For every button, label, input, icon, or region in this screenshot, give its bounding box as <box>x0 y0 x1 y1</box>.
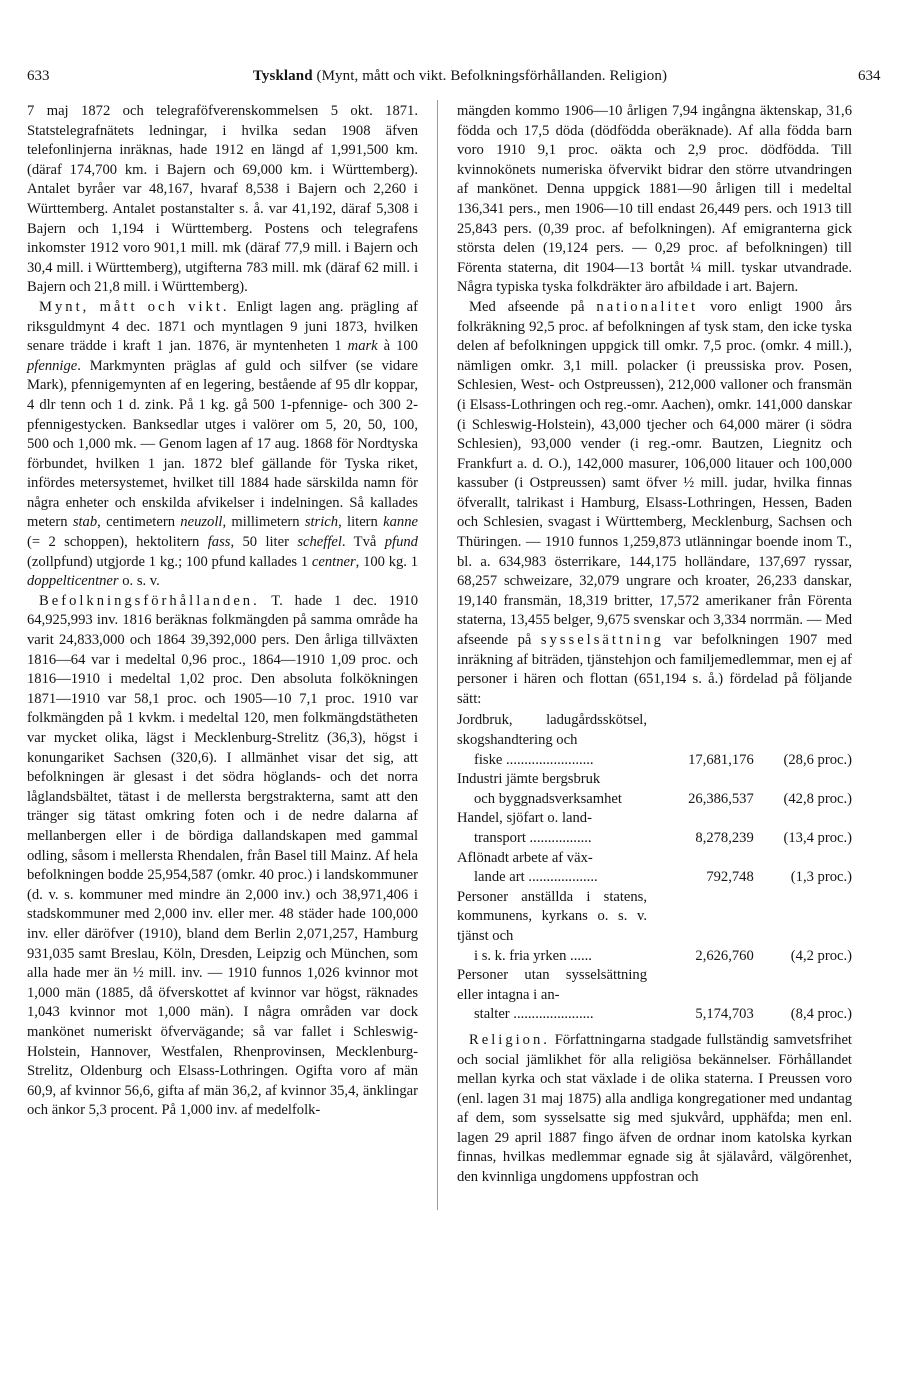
text-run: o. s. v. <box>118 573 160 590</box>
text-run: , 50 liter <box>230 534 298 551</box>
text-run: . Två <box>341 534 385 551</box>
section-heading-religion: Religion. <box>469 1031 550 1048</box>
occupation-row <box>457 770 852 809</box>
occupation-percent: (42,8 proc.) <box>783 790 852 807</box>
occupation-count: 26,386,537 <box>688 790 754 807</box>
term-pfund: pfund <box>384 534 418 551</box>
occupation-count: 792,748 <box>706 869 754 886</box>
text-run: , centimetern <box>97 514 181 531</box>
occupation-label-line1: Industri jämte bergsbruk <box>457 771 601 788</box>
occupation-label-line1: Personer utan sysselsättning eller intagna i an- <box>457 967 648 1003</box>
text-run: , litern <box>338 514 384 531</box>
occupation-row <box>457 966 852 1025</box>
occupation-percent: (1,3 proc.) <box>790 869 852 886</box>
paragraph-nationality <box>457 298 852 709</box>
running-title <box>140 68 780 85</box>
text-run: , 100 kg. 1 <box>355 553 418 570</box>
occupation-label-line2: transport ................. <box>474 829 592 846</box>
term-doppelticentner: doppelticentner <box>27 573 119 590</box>
term-scheffel: scheffel <box>297 534 342 551</box>
text-run: var befolkningen 1907 med inräkning af biträden, tjänstehjon och familjemedlemmar, men ej af personer i hären och flottan (651,194 s. å.) fördelad på följande sätt: <box>457 632 852 707</box>
paragraph-currency-measures <box>27 298 418 592</box>
occupation-table-body <box>457 711 852 1025</box>
occupation-label-line2: och byggnadsverksamhet <box>474 790 622 807</box>
term-kanne: kanne <box>383 514 418 531</box>
occupation-row <box>457 849 852 888</box>
section-heading-population: Befolkningsförhållanden. <box>39 592 260 609</box>
occupation-label <box>457 809 647 848</box>
occupation-label <box>457 770 647 809</box>
occupation-percent: (28,6 proc.) <box>783 751 852 768</box>
occupation-label <box>457 966 647 1025</box>
term-centner: centner <box>311 553 356 570</box>
occupation-percent: (13,4 proc.) <box>783 829 852 846</box>
occupation-label <box>457 849 647 888</box>
running-title-country: Tyskland <box>252 68 313 84</box>
text-run: (= 2 schoppen), hektolitern <box>27 534 208 551</box>
text-run: Med afseende på <box>469 298 597 315</box>
occupation-label-line2: i s. k. fria yrken ...... <box>474 947 592 964</box>
occupation-percent: (4,2 proc.) <box>790 947 852 964</box>
term-strich: strich <box>304 514 339 531</box>
term-mark: mark <box>347 338 378 355</box>
term-sysselsattning: sysselsättning <box>540 632 664 649</box>
term-pfennige: pfennige <box>27 357 78 374</box>
paragraph-marriages-emigration: mängden kommo 1906—10 årligen 7,94 ingångna äktenskap, 31,6 födda och 17,5 döda (dödfödda oberäknade). Af alla födda barn voro 1910 9,1 proc. oäkta och 2,9 proc. dödfödda. Till kvinnokönets numeriska öfvervikt bidrar den större utvandringen af mankönet. Denna uppgick 1881—90 årligen till i medeltal 136,341 pers., men 1906—10 till endast 26,449 pers. och 1913 till 25,843 pers. (0,39 proc. af befolkningen). Af emigranterna gick största delen (19,124 pers. — 0,29 proc. af befolkningen) till Förenta staterna, dit 1904—13 bortåt ¼ mill. tyskar utvandrade. Några typiska tyska folkdräkter äro afbildade i art. Bajern. <box>457 103 852 296</box>
occupation-count: 17,681,176 <box>688 751 754 768</box>
text-run: Enligt lagen ang. prägling af riksguldmynt 4 dec. 1871 och myntlagen 9 juni 1873, hvilken senare trädde i kraft 1 jan. 1876, är myntenheten 1 <box>27 298 418 355</box>
term-nationalitet: nationalitet <box>596 298 699 315</box>
occupation-label <box>457 711 647 770</box>
occupation-percent: (8,4 proc.) <box>790 1006 852 1023</box>
occupation-count: 2,626,760 <box>695 947 754 964</box>
right-column <box>457 102 852 1188</box>
text-run: à 100 <box>377 338 418 355</box>
text-run: T. hade 1 dec. 1910 64,925,993 inv. 1816 beräknas folkmängden på samma område ha varit 24,833,000 och 1864 39,392,000 pers. Den årliga tillväxten 1816—64 var i medeltal 0,96 proc., 1864—1910 1,09 proc. och 1816—1910 i medeltal 1,02 proc. Den absoluta folkökningen 1871—1910 var 58,1 proc. och 1905—10 7,1 proc. 1910 var folkmängden på 1 kvkm. i medeltal 120, men folkmängdstätheten var mycket olika, lägst i Mecklenburg-Strelitz (36,3), högst i konungariket Sachsen (320,6). I allmänhet visar det sig, att befolkningen är glesast i det södra höglands- och det norra låglandsbältet, tätast i de mellersta bergstrakterna, samt att den tränger sig tätast omkring foten och i de nedre dalarna af mellanbergen eller i de bördiga dallandskapen med gammal odling, såsom i mellersta Rhendalen, från Basel till Mainz. Af hela befolkningen bodde 25,954,587 (omkr. 40 proc.) i landskommuner (d. v. s. kommuner med mindre än 2,000 inv.) och 38,971,406 i stadskommuner med 2,000 inv. eller mer. 48 städer hade 100,000 inv. eller däröfver (1910), bland dem Berlin 2,071,257, Hamburg 931,035 samt Breslau, Köln, Dresden, Leipzig och München, som alla hade mer än ½ mill. inv. — 1910 funnos 1,026 kvinnor mot 1,000 män (1885, då öfverskottet af kvinnor var högst, räknades 1,043 kvinnor mot 1,000 män). I några områden var dock mankönet numeriskt öfvervägande; så var fallet i Schleswig-Holstein, Hannover, Westfalen, Rhenprovinsen, Mecklenburg-Strelitz, Oldenburg och Elsass-Lothringen. Ogifta voro af män 60,9, af kvinnor 56,6, gifta af män 36,2, af kvinnor 35,4, änklingar och änkor 5,3 procent. På 1,000 inv. af medelfolk- <box>27 592 418 1119</box>
section-heading-currency: Mynt, mått och vikt. <box>39 298 230 315</box>
occupation-count: 5,174,703 <box>695 1006 754 1023</box>
occupation-table <box>457 711 852 1025</box>
occupation-label-line1: Personer anställda i statens, kommunens, kyrkans o. s. v. tjänst och <box>457 888 648 944</box>
running-title-topics: (Mynt, mått och vikt. Befolkningsförhållanden. Religion) <box>316 68 668 84</box>
text-run: . Markmynten präglas af guld och silfver (se vidare Mark), pfennigemynten af en legering, bestående af 95 dlr koppar, 4 dlr tenn och 1 d. zink. På 1 kg. gå 500 1-pfennige- och 300 2-pfennigestycken. Banksedlar utges i valörer om 5, 20, 50, 100, 500 och 1,000 mk. — Genom lagen af 17 aug. 1868 för Nordtyska förbundet, hvilken 1 jan. 1872 blef gällande för Tyska riket, infördes metersystemet, hvilket till 1884 hade särskilda namn för några enheter och enskilda afvikelser i indelningen. Så kallades metern <box>27 357 418 531</box>
occupation-label-line2: lande art ................... <box>474 869 598 886</box>
occupation-count: 8,278,239 <box>695 829 754 846</box>
occupation-row <box>457 888 852 966</box>
text-run: Författningarna stadgade fullständig samvetsfrihet och social jämlikhet för alla religiösa bekännelser. Förhållandet mellan kyrka och stat växlade i de olika staterna. I Preussen voro (enl. lagen 31 maj 1875) alla andliga kongregationer med undantag af dem, som sysselsatte sig med sjukvård, upphäfda; men enl. lagen 29 april 1887 fingo äfven de ordnar inom katolska kyrkan finnas, hvilkas medlemmar egnade sig åt själavård, välgörenhet, den kvinnliga ungdomens uppfostran och <box>457 1031 852 1186</box>
occupation-label-line1: Handel, sjöfart o. land- <box>457 810 592 827</box>
occupation-label-line1: Aflönadt arbete af väx- <box>457 849 593 866</box>
paragraph-post-telegraph: 7 maj 1872 och telegraföfverenskommelsen 5 okt. 1871. Statstelegrafnätets ledningar, i hvilka sedan 1908 äfven telefonlinjerna inräknas, hade 1912 en längd af 1,991,500 km. (däraf 174,700 km. i Bajern och 69,000 km. i Württemberg). Antalet byråer var 48,167, hvaraf 8,538 i Bajern och 2,260 i Württemberg. Antalet postanstalter s. å. var 41,192, däraf 5,308 i Bajern och 1,194 i Württemberg. Postens och telegrafens inkomster 1912 voro 901,1 mill. mk (däraf 77,9 mill. i Bajern och 30,4 mill. i Württemberg), utgifterna 783 mill. mk (däraf 62 mill. i Bajern och 21,8 mill. i Württemberg). <box>27 103 418 296</box>
column-divider <box>437 100 438 1210</box>
page-number-right: 634 <box>858 68 881 84</box>
occupation-label <box>457 888 647 966</box>
page-number-left: 633 <box>27 68 50 84</box>
term-stab: stab <box>72 514 98 531</box>
term-fass: fass <box>207 534 231 551</box>
left-column <box>27 102 418 1121</box>
occupation-label-line1: Jordbruk, ladugårdsskötsel, skogshandtering och <box>457 712 648 748</box>
text-run: (zollpfund) utgjorde 1 kg.; 100 pfund kallades 1 <box>27 553 312 570</box>
occupation-label-line2: fiske ........................ <box>474 751 594 768</box>
occupation-row <box>457 711 852 770</box>
paragraph-religion <box>457 1031 852 1188</box>
text-run: voro enligt 1900 års folkräkning 92,5 proc. af befolkningen af tysk stam, den icke tyska delen af befolkningen uppgick till omkr. 7,5 proc. (omkr. 4 mill.), nämligen omkr. 3,1 mill. polacker (i preussiska prov. Posen, Schlesien, West- och Ostpreussen), 212,000 valloner och fransmän (i Elsass-Lothringen och reg.-omr. Aachen), omkr. 141,000 danskar (i Schleswig-Holstein), 43,000 tjecher och 64,000 märer (i södra Schlesien), 93,000 vender (i reg.-omr. Bautzen, Liegnitz och Frankfurt a. d. O.), 142,000 masurer, 106,000 litauer och 100,000 kassuber (i Ostpreussen) samt öfver ½ mill. judar, hvilka finnas öfverallt, talrikast i Hamburg, Elsass-Lothringen, Hessen, Baden och Schlesien, svagast i Württemberg, Mecklenburg, Sachsen och Thüringen. — 1910 funnos 1,259,873 utlänningar boende inom T., bl. a. 634,983 österrikare, 144,175 holländare, 137,697 ryssar, 68,257 schweizare, 32,079 ungrare och kroater, 26,233 danskar, 19,140 fransmän, 18,319 britter, 17,572 amerikaner från Förenta staterna, 13,455 belger, 9,675 svenskar och 3,334 norrmän. — Med afseende på <box>457 298 852 649</box>
occupation-label-line2: stalter ...................... <box>474 1006 594 1023</box>
occupation-row <box>457 809 852 848</box>
paragraph-population <box>27 592 418 1121</box>
term-neuzoll: neuzoll <box>180 514 223 531</box>
text-run: , millimetern <box>222 514 305 531</box>
